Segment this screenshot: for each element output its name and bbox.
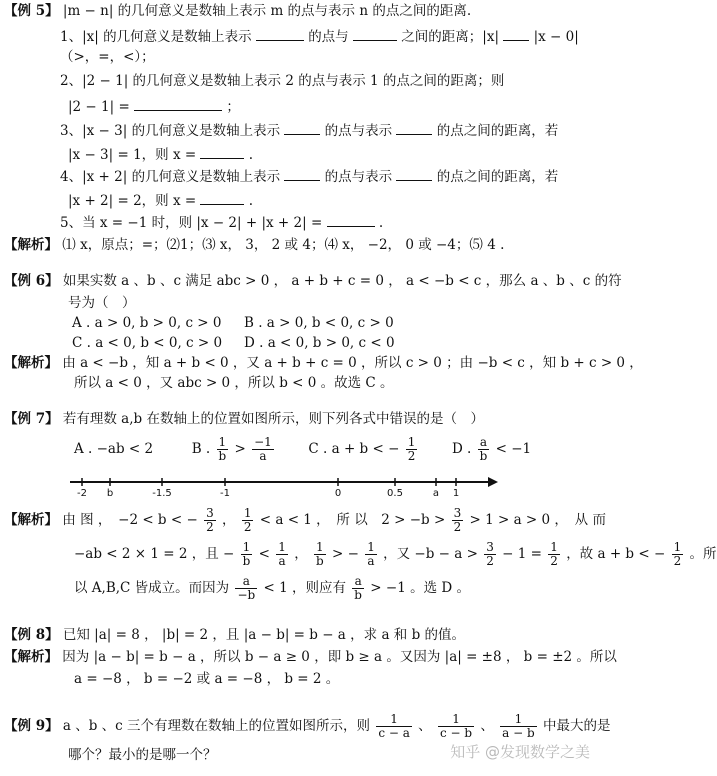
fraction xyxy=(438,713,474,740)
denominator: b xyxy=(479,449,488,463)
numerator: a xyxy=(235,575,257,589)
numerator: 3 xyxy=(453,506,462,520)
denominator: b xyxy=(354,588,362,602)
ex8-question: 已知 |a| = 8 ， |b| = 2 ，且 |a − b| = b − a ，求 a 和 b 的值。 xyxy=(62,627,466,643)
numerator: 3 xyxy=(206,506,214,520)
ex5-solution: ⑴ x，原点；=；⑵1；⑶ x， 3， 2 或 4；⑷ x， −2， 0 或 −4；⑸ 4 . xyxy=(62,237,505,253)
number-line-label: -1.5 xyxy=(152,488,172,499)
denominator: 2 xyxy=(407,449,416,463)
ex7-solution: ，又 −b − a > xyxy=(383,546,478,562)
numerator: a xyxy=(352,575,364,589)
answer-blank xyxy=(284,166,320,181)
answer-blank xyxy=(134,96,222,111)
denominator: b xyxy=(315,554,324,568)
option-c xyxy=(308,435,423,463)
ex6-solution: 由 a < −b ，知 a + b < 0 ，又 a + b + c = 0 ，所以 c > 0 ；由 −b < c ，知 b + c > 0 ， xyxy=(62,355,643,371)
ex5-q4-text: 的点与表示 xyxy=(324,169,393,185)
example-8-label: 【例 8】 xyxy=(4,627,59,643)
option-label: D . xyxy=(451,441,472,457)
ex7-solution: 由 图 ， −2 < b < − xyxy=(62,512,198,528)
ex5-q2-text: ； xyxy=(226,99,240,115)
ex7-solution: < a < 1 ， 所 以 2 > −b > xyxy=(259,512,446,528)
answer-blank xyxy=(503,26,529,41)
numerator: 1 xyxy=(367,540,375,554)
fraction xyxy=(235,575,257,602)
number-line-label: a xyxy=(432,488,440,499)
fraction xyxy=(217,436,229,463)
denominator: c − b xyxy=(439,726,473,740)
ex5-q2-text: 2、|2 − 1| 的几何意义是数轴上表示 2 的点与表示 1 的点之间的距离；则 xyxy=(60,73,505,89)
numerator: 1 xyxy=(217,436,229,450)
fraction xyxy=(276,541,288,568)
number-line-label: 0 xyxy=(334,488,342,499)
number-line-label: b xyxy=(106,488,114,499)
ex5-q3-text: . xyxy=(248,147,254,163)
fraction xyxy=(406,436,418,463)
ex5-q4-text: . xyxy=(248,193,254,209)
ex7-solution: < xyxy=(258,546,270,562)
number-line-label: -2 xyxy=(77,488,87,499)
ex5-q1-options: （>，=，<）； xyxy=(60,49,155,65)
fraction xyxy=(352,575,364,602)
arrow-icon xyxy=(488,477,498,487)
denominator: −b xyxy=(237,588,256,602)
separator: 、 xyxy=(480,718,494,734)
ex7-solution: 。所 xyxy=(689,546,717,562)
fraction xyxy=(314,541,326,568)
numerator: 1 xyxy=(241,541,253,555)
denominator: 2 xyxy=(673,554,682,568)
number-line-label: -1 xyxy=(220,488,230,499)
fraction xyxy=(204,507,216,534)
answer-blank xyxy=(353,26,397,41)
fraction xyxy=(548,541,560,568)
answer-blank xyxy=(396,120,432,135)
ex5-q3-text: 的点之间的距离，若 xyxy=(436,123,559,139)
ex7-solution: −ab < 2 × 1 = 2 ，且 − xyxy=(74,546,235,562)
numerator: 1 xyxy=(314,541,326,555)
ex7-solution: − 1 = xyxy=(502,546,542,562)
ex7-question: 若有理数 a,b 在数轴上的位置如图所示，则下列各式中错误的是（ ） xyxy=(62,411,484,427)
ex5-q3-text: |x − 3| = 1，则 x = xyxy=(68,147,197,163)
ex5-q4-text: 的点之间的距离，若 xyxy=(436,169,559,185)
option-label: B . xyxy=(191,441,211,457)
denominator: 2 xyxy=(206,520,214,534)
solution-label: 【解析】 xyxy=(4,649,58,665)
ex5-q2-text: |2 − 1| = xyxy=(68,99,130,115)
ex5-q1-text: 1、|x| 的几何意义是数轴上表示 xyxy=(60,29,252,45)
fraction xyxy=(252,436,274,463)
answer-blank xyxy=(256,26,304,41)
fraction xyxy=(672,541,684,568)
example-9-label: 【例 9】 xyxy=(4,718,59,734)
fraction xyxy=(500,713,537,740)
denominator: b xyxy=(242,554,251,568)
ex7-solution: ， xyxy=(222,512,236,528)
denominator: a − b xyxy=(502,726,535,740)
ex5-q5-text: 5、当 x = −1 时，则 |x − 2| + |x + 2| = xyxy=(60,215,323,231)
numerator: 1 xyxy=(376,713,412,727)
option-d: D . a < 0, b > 0, c < 0 xyxy=(244,335,395,351)
fraction xyxy=(478,436,490,463)
option-b xyxy=(191,435,280,463)
ex7-solution: > − xyxy=(331,546,359,562)
number-line xyxy=(70,468,500,498)
numerator: a xyxy=(478,436,490,450)
example-5-intro: |m − n| 的几何意义是数轴上表示 m 的点与表示 n 的点之间的距离. xyxy=(62,3,472,19)
example-7-label: 【例 7】 xyxy=(4,411,59,427)
fraction xyxy=(241,541,253,568)
numerator: 1 xyxy=(243,506,252,520)
option-text: < −1 xyxy=(495,441,532,457)
denominator: b xyxy=(218,449,227,463)
answer-blank xyxy=(200,144,244,159)
option-d xyxy=(451,435,532,463)
ex5-q3-text: 3、|x − 3| 的几何意义是数轴上表示 xyxy=(60,123,281,139)
denominator: a xyxy=(259,449,267,463)
option-a: A . −ab < 2 xyxy=(74,441,154,457)
ex9-question: 哪个？最小的是哪一个？ xyxy=(68,747,217,763)
ex7-solution: ， xyxy=(294,546,308,562)
answer-blank xyxy=(327,212,375,227)
ex5-q1-text: 之间的距离；|x| xyxy=(401,29,499,45)
answer-blank xyxy=(200,190,244,205)
answer-blank xyxy=(396,166,432,181)
ex5-q1-text: |x − 0| xyxy=(533,29,579,45)
denominator: 2 xyxy=(486,554,494,568)
ex5-q4-text: |x + 2| = 2，则 x = xyxy=(68,193,197,209)
numerator: 1 xyxy=(500,713,537,727)
fraction xyxy=(452,507,464,534)
ex6-question: 号为（ ） xyxy=(68,295,136,311)
fraction xyxy=(365,541,377,568)
separator: 、 xyxy=(418,718,432,734)
example-5-label: 【例 5】 xyxy=(4,3,59,19)
ex7-solution: 以 A,B,C 皆成立。而因为 xyxy=(74,580,230,596)
number-line-label: 1 xyxy=(452,488,460,499)
denominator: 2 xyxy=(453,520,462,534)
numerator: 1 xyxy=(550,540,558,554)
denominator: a xyxy=(367,554,375,568)
operator: > xyxy=(234,441,246,457)
ex5-q3-text: 的点与表示 xyxy=(324,123,393,139)
denominator: 2 xyxy=(243,520,252,534)
numerator: 3 xyxy=(486,540,494,554)
option-label: C . a + b < − xyxy=(308,441,400,457)
option-b: B . a > 0, b < 0, c > 0 xyxy=(244,315,394,331)
numerator: 1 xyxy=(438,713,474,727)
ex8-solution: 因为 |a − b| = b − a ，所以 b − a ≥ 0 ，即 b ≥ a 。又因为 |a| = ±8 ， b = ±2 。所以 xyxy=(62,649,617,665)
fraction xyxy=(376,713,412,740)
denominator: 2 xyxy=(550,554,558,568)
example-6-label: 【例 6】 xyxy=(4,273,59,289)
option-c: C . a < 0, b < 0, c > 0 xyxy=(72,335,223,351)
ex7-options xyxy=(74,432,531,466)
solution-label: 【解析】 xyxy=(4,355,58,371)
ex7-solution: > 1 > a > 0 ， 从 而 xyxy=(469,512,606,528)
ex6-solution: 所以 a < 0 ，又 abc > 0 ，所以 b < 0 。故选 C 。 xyxy=(74,375,394,391)
denominator: a xyxy=(278,554,286,568)
ex7-solution: ，故 a + b < − xyxy=(566,546,666,562)
ex8-solution: a = −8 ， b = −2 或 a = −8 ， b = 2 。 xyxy=(74,671,340,687)
ex7-solution: > −1 。选 D 。 xyxy=(370,580,470,596)
ex9-question: 中最大的是 xyxy=(542,718,611,734)
option-a: A . a > 0, b > 0, c > 0 xyxy=(72,315,222,331)
solution-label: 【解析】 xyxy=(4,512,58,528)
fraction xyxy=(242,507,254,534)
ex6-question: 如果实数 a 、b 、c 满足 abc > 0 ， a + b + c = 0 ， a < −b < c ，那么 a 、b 、c 的符 xyxy=(62,273,622,289)
watermark: 知乎 @发现数学之美 xyxy=(450,743,590,761)
ex9-question: a 、b 、c 三个有理数在数轴上的位置如图所示，则 xyxy=(62,718,371,734)
numerator: −1 xyxy=(254,435,272,449)
fraction xyxy=(484,541,496,568)
answer-blank xyxy=(284,120,320,135)
ex7-solution: < 1 ，则应有 xyxy=(263,580,346,596)
number-line-label: 0.5 xyxy=(387,488,403,499)
numerator: 1 xyxy=(278,540,286,554)
ex5-q1-text: 的点与 xyxy=(308,29,349,45)
numerator: 1 xyxy=(407,435,416,449)
ex5-q4-text: 4、|x + 2| 的几何意义是数轴上表示 xyxy=(60,169,281,185)
denominator: c − a xyxy=(378,726,410,740)
solution-label: 【解析】 xyxy=(4,237,58,253)
numerator: 1 xyxy=(673,540,682,554)
ex5-q5-text: . xyxy=(378,215,384,231)
